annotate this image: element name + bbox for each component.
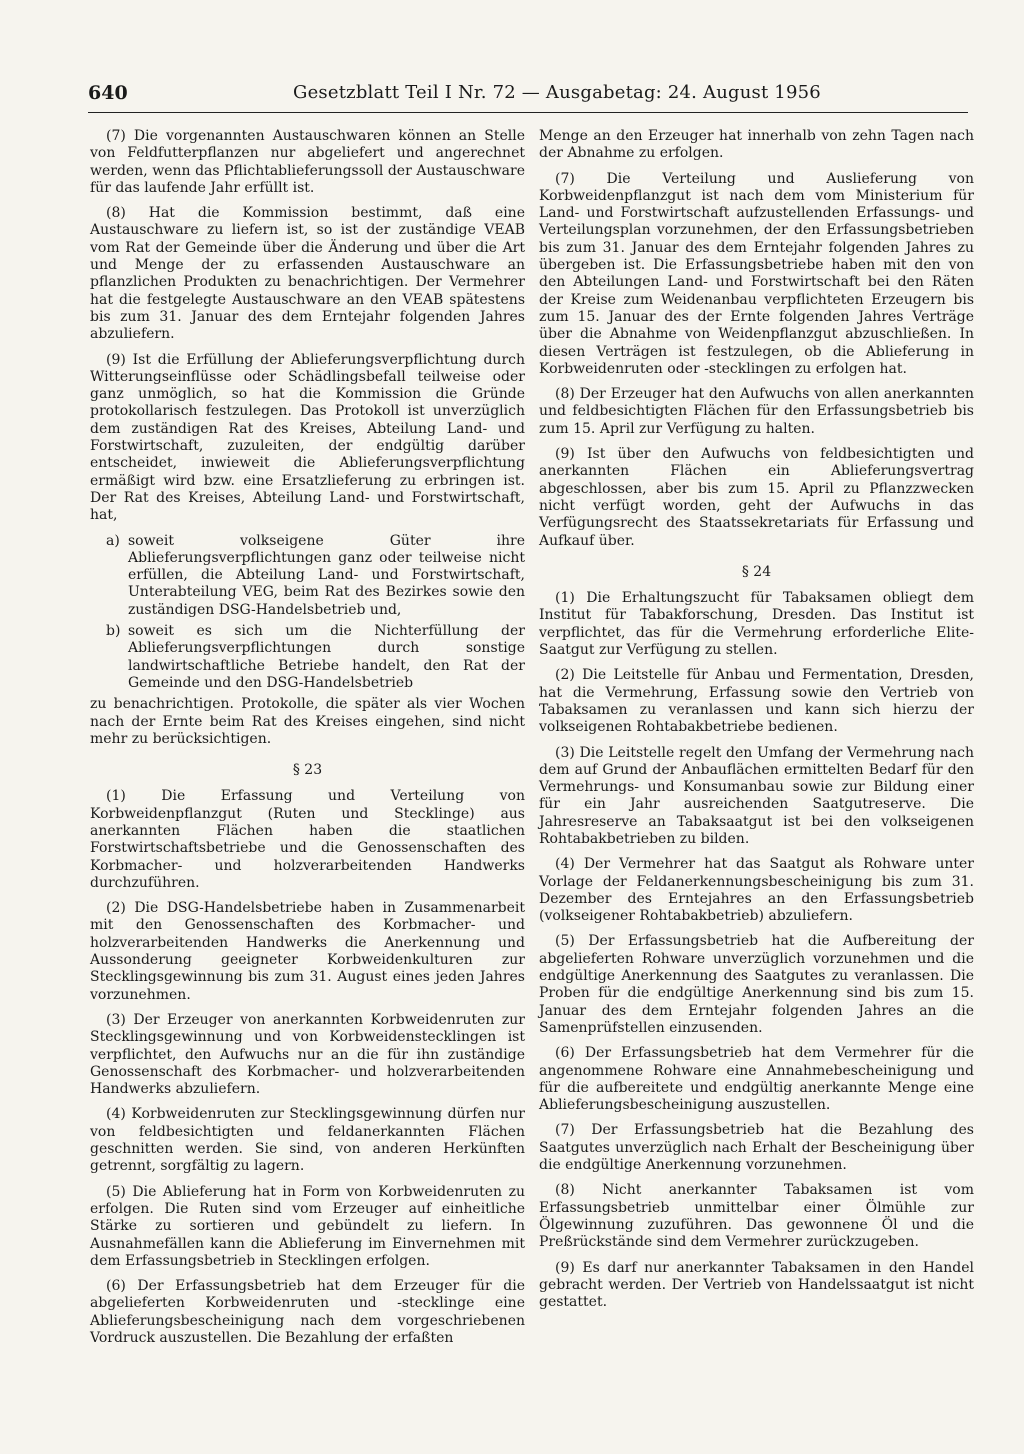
list-item-text: soweit es sich um die Nichterfüllung der Ablieferungsverpflichtungen durch sonstige landwirtschaftliche Betriebe handelt, den Rat der Gemeinde und den DSG-Handelsbetrieb [128, 623, 525, 691]
section-heading-24: § 24 [741, 563, 772, 580]
list-item-label: b) [106, 623, 121, 640]
paragraph: (7) Die vorgenannten Austauschwaren können an Stelle von Feldfutterpflanzen nur abgeliefert und angerechnet werden, wenn das Pflichtablieferungssoll der Austauschware für das laufende Jahr erfüllt ist. [90, 128, 525, 196]
paragraph: (2) Die DSG-Handelsbetriebe haben in Zusammenarbeit mit den Genossenschaften des Korbmacher- und holzverarbeitenden Handwerks die Anerkennung und Aussonderung geeigneter Korbweidenkulturen zur Stecklingsgewinnung bis zum 31. August eines jeden Jahres vorzunehmen. [90, 900, 525, 1003]
list-item [90, 533, 525, 619]
paragraph: (4) Korbweidenruten zur Stecklingsgewinnung dürfen nur von feldbesichtigten und feldanerkannten Flächen geschnitten werden. Sie sind, von anderen Herkünften getrennt, sorgfältig zu lagern. [90, 1106, 525, 1175]
paragraph: (8) Hat die Kommission bestimmt, daß eine Austauschware zu liefern ist, so ist der zuständige VEAB vom Rat der Gemeinde über die Änderung und über die Art und Menge der zu erfassenden Austauschware an pflanzlichen Produkten zu benachrichtigen. Der Vermehrer hat die festgelegte Austauschware an den VEAB spätestens bis zum 31. Januar des dem Erntejahr folgenden Jahres abzuliefern. [90, 205, 525, 343]
list-item [90, 623, 525, 692]
running-title: Gesetzblatt Teil I Nr. 72 — Ausgabetag: 24. August 1956 [293, 82, 821, 103]
list-item-label: a) [106, 532, 120, 549]
paragraph: (9) Ist über den Aufwuchs von feldbesichtigten und anerkannten Flächen ein Ablieferungsvertrag abgeschlossen, aber bis zum 15. April zu Pflanzzwecken nicht verfügt worden, geht der Aufwuchs in das Verfügungsrecht des Staatssekretariats für Erfassung und Aufkauf über. [539, 446, 974, 549]
paragraph: (8) Der Erzeuger hat den Aufwuchs von allen anerkannten und feldbesichtigten Flächen für den Erfassungsbetrieb bis zum 15. April zur Verfügung zu halten. [539, 386, 974, 437]
paragraph: (8) Nicht anerkannter Tabaksamen ist vom Erfassungsbetrieb unmittelbar einer Ölmühle zur Ölgewinnung zuzuführen. Das gewonnene Öl und die Preßrückstände sind dem Vermehrer zurückzugeben. [539, 1182, 974, 1251]
section-heading-23: § 23 [292, 762, 323, 779]
paragraph: (5) Die Ablieferung hat in Form von Korbweidenruten zu erfolgen. Die Ruten sind vom Erzeuger auf einheitliche Stärke zu sortieren und gebündelt zu liefern. In Ausnahmefällen kann die Ablieferung im Einvernehmen mit dem Erfassungsbetrieb in Stecklingen erfolgen. [90, 1183, 525, 1269]
paragraph: (1) Die Erhaltungszucht für Tabaksamen obliegt dem Institut für Tabakforschung, Dresden. Das Institut ist verpflichtet, das für die Vermehrung erforderliche Elite-Saatgut zur Verfügung zu stellen. [539, 590, 974, 659]
page-header [88, 82, 968, 113]
paragraph: (5) Der Erfassungsbetrieb hat die Aufbereitung der abgelieferten Rohware unverzüglich vorzunehmen und die endgültige Anerkennung des Saatgutes zu veranlassen. Die Proben für die endgültige Anerkennung sind bis zum 15. Januar des dem Erntejahr folgenden Jahres an die Samenprüfstellen einzusenden. [539, 933, 974, 1036]
paragraph-continuation: Menge an den Erzeuger hat innerhalb von zehn Tagen nach der Abnahme zu erfolgen. [539, 128, 974, 162]
paragraph: (1) Die Erfassung und Verteilung von Korbweidenpflanzgut (Ruten und Stecklinge) aus anerkannten Flächen haben die staatlichen Forstwirtschaftsbetriebe und die Genossenschaften des Korbmacher- und holzverarbeitenden Handwerks durchzuführen. [90, 788, 525, 891]
paragraph: (7) Die Verteilung und Auslieferung von Korbweidenpflanzgut ist nach dem vom Ministerium für Land- und Forstwirtschaft aufzustellenden Erfassungs- und Verteilungsplan vorzunehmen, der den Erfassungsbetrieben bis zum 31. Januar des dem Erntejahr folgenden Jahres zu übergeben ist. Die Erfassungsbetriebe haben mit den von den Abteilungen Land- und Forstwirtschaft bei den Räten der Kreise zum Weidenanbau verpflichteten Erzeugern bis zum 15. Januar des der Ernte folgenden Jahres Verträge über die Abnahme von Weidenpflanzgut abzuschließen. In diesen Verträgen ist festzulegen, ob die Ablieferung in Korbweidenruten oder -stecklingen zu erfolgen hat. [539, 170, 974, 377]
left-column [90, 128, 525, 1355]
list-item-text: soweit volkseigene Güter ihre Ablieferungsverpflichtungen ganz oder teilweise nicht erfüllen, die Abteilung Land- und Forstwirtschaft, Unterabteilung VEG, beim Rat des Bezirkes sowie den zuständigen DSG-Handelsbetrieb und, [128, 532, 525, 618]
paragraph: (9) Es darf nur anerkannter Tabaksamen in den Handel gebracht werden. Der Vertrieb von Handelssaatgut ist nicht gestattet. [539, 1259, 974, 1311]
paragraph: (6) Der Erfassungsbetrieb hat dem Erzeuger für die abgelieferten Korbweidenruten und -stecklinge eine Ablieferungsbescheinigung nach dem vorgeschriebenen Vordruck auszustellen. Die Bezahlung der erfaßten [90, 1278, 525, 1346]
right-column [539, 128, 974, 1319]
paragraph: (9) Ist die Erfüllung der Ablieferungsverpflichtung durch Witterungseinflüsse oder Schädlingsbefall teilweise oder ganz unmöglich, so hat die Kommission die Gründe protokollarisch festzulegen. Das Protokoll ist unverzüglich dem zuständigen Rat des Kreises, Abteilung Land- und Forstwirtschaft, zuzuleiten, der endgültig darüber entscheidet, inwieweit die Ablieferungsverpflichtung ermäßigt wird bzw. eine Ersatzlieferung zu erbringen ist. Der Rat des Kreises, Abteilung Land- und Forstwirtschaft, hat, [90, 351, 525, 524]
paragraph: (6) Der Erfassungsbetrieb hat dem Vermehrer für die angenommene Rohware eine Annahmebescheinigung und für die aufbereitete und endgültig anerkannte Menge eine Ablieferungsbescheinigung auszustellen. [539, 1045, 974, 1114]
paragraph: (3) Die Leitstelle regelt den Umfang der Vermehrung nach dem auf Grund der Anbauflächen ermittelten Bedarf für den Vermehrungs- und Konsumanbau sowie zur Bildung einer für ein Jahr ausreichenden Saatgutreserve. Die Jahresreserve an Tabaksaatgut ist bei den volkseigenen Rohtabakbetrieben zu bilden. [539, 744, 974, 847]
paragraph: (7) Der Erfassungsbetrieb hat die Bezahlung des Saatgutes unverzüglich nach Erhalt der Bescheinigung über die endgültige Anerkennung vorzunehmen. [539, 1122, 974, 1174]
paragraph-continuation: zu benachrichtigen. Protokolle, die später als vier Wochen nach der Ernte beim Rat des Kreises eingehen, sind nicht mehr zu berücksichtigen. [90, 696, 525, 747]
paragraph: (4) Der Vermehrer hat das Saatgut als Rohware unter Vorlage der Feldanerkennungsbescheinigung bis zum 31. Dezember des Erntejahres an den Erfassungsbetrieb (volkseigener Rohtabakbetrieb) abzuliefern. [539, 856, 974, 925]
paragraph: (2) Die Leitstelle für Anbau und Fermentation, Dresden, hat die Vermehrung, Erfassung sowie den Vertrieb von Tabaksamen zu veranlassen und kann sich hierzu der volkseigenen Rohtabakbetriebe bedienen. [539, 667, 974, 736]
page-number: 640 [88, 82, 128, 104]
paragraph: (3) Der Erzeuger von anerkannten Korbweidenruten zur Stecklingsgewinnung und von Korbweidenstecklingen ist verpflichtet, den Aufwuchs nur an die für ihn zuständige Genossenschaft des Korbmacher- und holzverarbeitenden Handwerks abzuliefern. [90, 1011, 525, 1098]
